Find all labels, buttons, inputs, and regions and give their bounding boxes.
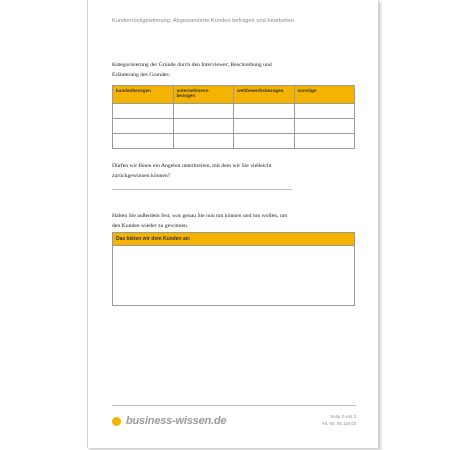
reasons-header-cell bbox=[173, 86, 234, 104]
table-row bbox=[113, 119, 355, 134]
table-cell[interactable] bbox=[234, 119, 295, 134]
table-cell[interactable] bbox=[234, 104, 295, 119]
table-cell[interactable] bbox=[294, 104, 355, 119]
offer-question-line-1: Dürfen wir Ihnen ein Angebot unterbreiten, mit dem wir Sie vielleicht bbox=[112, 163, 272, 169]
reasons-header-cell: sonstige bbox=[294, 86, 355, 104]
reasons-table-header-row bbox=[113, 86, 355, 104]
table-cell[interactable] bbox=[113, 134, 174, 149]
table-cell[interactable] bbox=[294, 119, 355, 134]
logo-dot-icon bbox=[112, 417, 121, 426]
offer-box[interactable] bbox=[112, 232, 355, 306]
document-page bbox=[87, 0, 379, 448]
table-cell[interactable] bbox=[173, 104, 234, 119]
table-row bbox=[113, 104, 355, 119]
reasons-header-cell: kundenbezogen bbox=[113, 86, 174, 104]
offer-question bbox=[112, 161, 352, 181]
action-instructions bbox=[112, 211, 352, 231]
offer-question-line-2: zurückgewinnen können? bbox=[112, 173, 171, 179]
action-instructions-line-1: Halten Sie außerdem fest, was genau Sie nun tun können und tun wollen, um bbox=[112, 213, 288, 219]
brand-logo bbox=[112, 414, 226, 428]
table-cell[interactable] bbox=[113, 119, 174, 134]
table-cell[interactable] bbox=[294, 134, 355, 149]
answer-line[interactable] bbox=[112, 189, 292, 190]
table-cell[interactable] bbox=[173, 134, 234, 149]
reasons-header-cell: wettbewerbsbezogen bbox=[234, 86, 295, 104]
table-cell[interactable] bbox=[234, 134, 295, 149]
action-instructions-line-2: den Kunden wieder zu gewinnen. bbox=[112, 223, 189, 229]
reasons-intro-line-2: Erläuterung des Grundes: bbox=[112, 72, 171, 78]
page-header-title: Kundenrückgewinnung: Abgewanderte Kunden befragen und bearbeiten bbox=[112, 18, 295, 24]
reasons-intro bbox=[112, 60, 352, 80]
table-cell[interactable] bbox=[173, 119, 234, 134]
reasons-intro-line-1: Kategorisierung der Gründe durch den Interviewer; Beschreibung und bbox=[112, 62, 272, 68]
table-cell[interactable] bbox=[113, 104, 174, 119]
offer-box-header: Das bieten wir dem Kunden an: bbox=[113, 233, 354, 246]
article-number: Art.-Nr. 06 118 03 bbox=[321, 421, 356, 426]
reasons-table bbox=[112, 85, 355, 149]
table-row bbox=[113, 134, 355, 149]
reasons-header-cell-text: unternehmens- bezogen bbox=[176, 88, 210, 98]
footer-divider bbox=[112, 405, 356, 406]
logo-text: business-wissen.de bbox=[126, 415, 227, 427]
page-number: Seite 2 von 3 bbox=[330, 414, 356, 419]
footer-meta bbox=[288, 413, 356, 427]
